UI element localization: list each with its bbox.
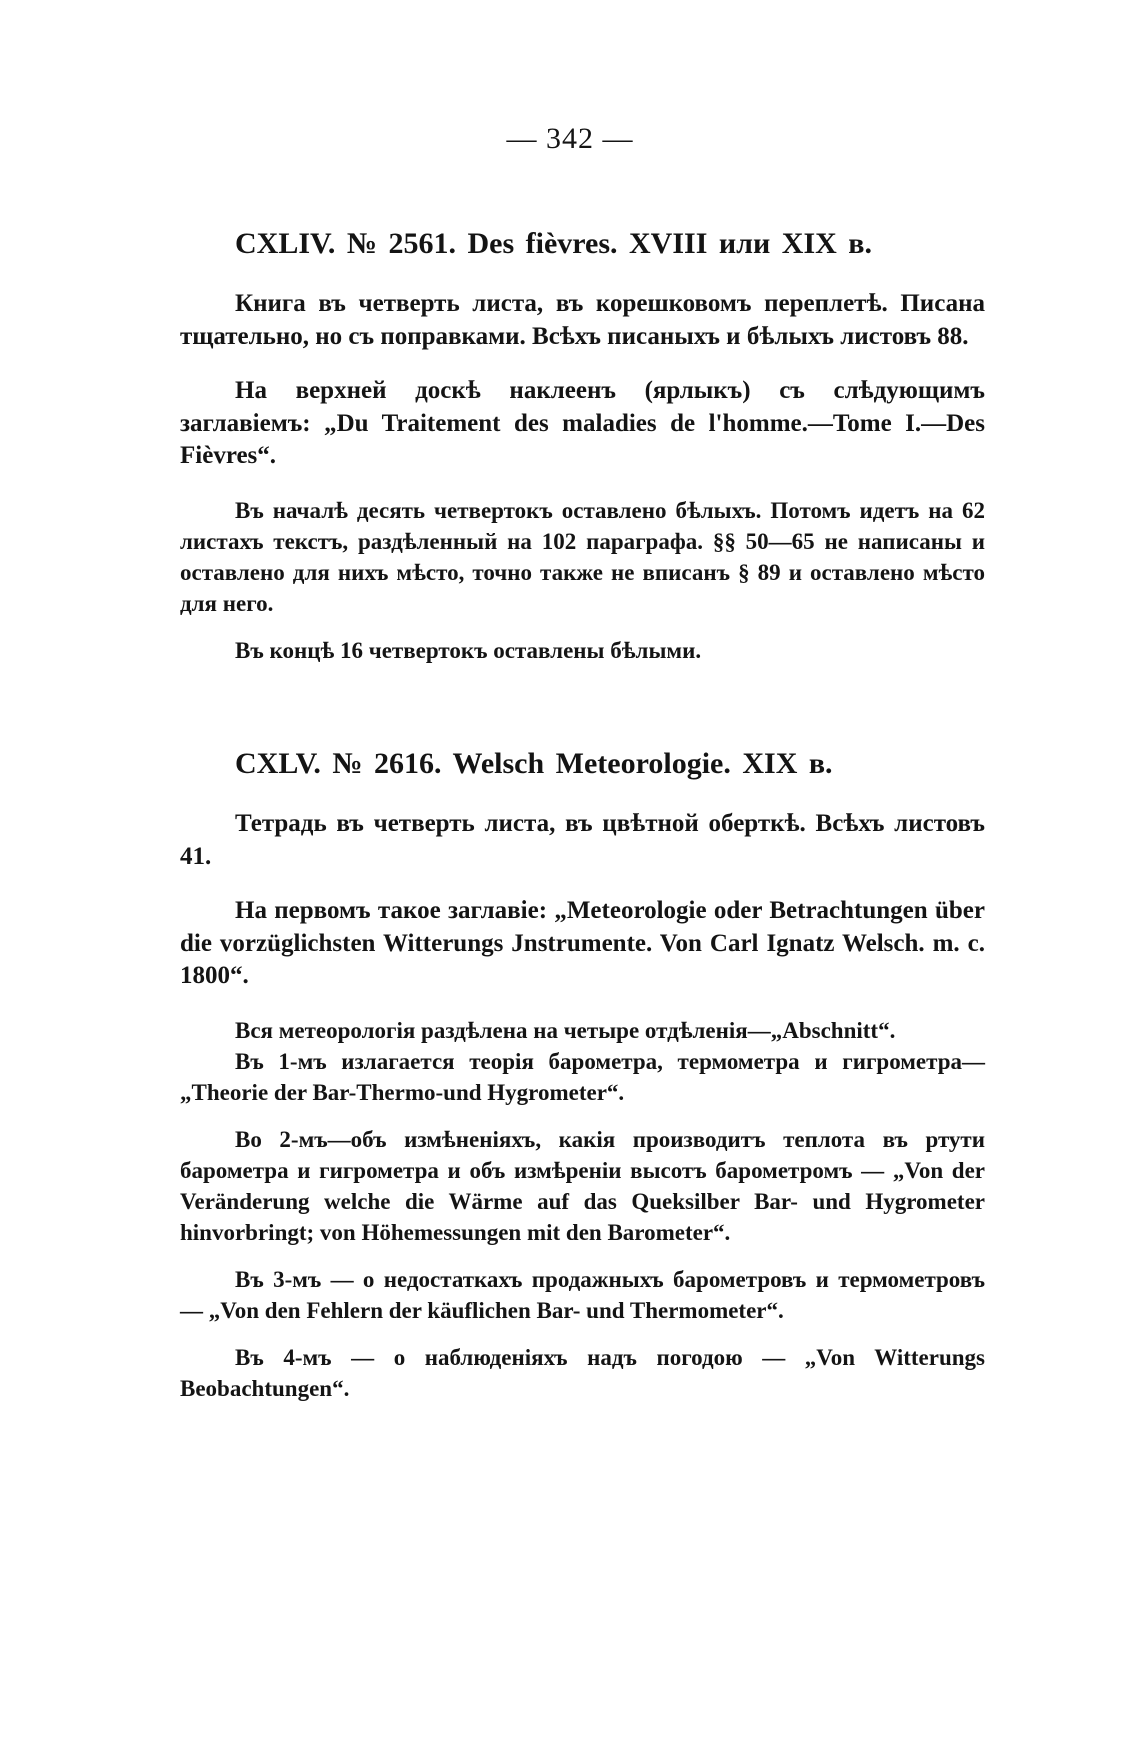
page-number: — 342 —: [506, 122, 634, 155]
entry-section-overview: Вся метеорологія раздѣлена на четыре отдѣленія—„Abschnitt“.: [235, 1017, 896, 1043]
catalog-entry-cxliv: [180, 226, 985, 666]
entry-section-4: Въ 4-мъ — о наблюденіяхъ надъ погодою — „Von Witterungs Beobachtungen“.: [180, 1344, 985, 1401]
entry-ending: Въ концѣ 16 четвертокъ оставлены бѣлыми.: [235, 637, 702, 663]
entry-contents: Въ началѣ десять четвертокъ оставлено бѣлыхъ. Потомъ идетъ на 62 листахъ текстъ, раздѣленный на 102 параграфа. §§ 50—65 не написаны и оставлено для нихъ мѣсто, точно также не вписанъ § 89 и оставлено мѣсто для него.: [180, 497, 985, 616]
entry-section-3: Въ 3-мъ — о недостаткахъ продажныхъ барометровъ и термометровъ — „Von den Fehlern der käuflichen Bar- und Thermometer“.: [180, 1266, 985, 1323]
entry-title-label: На первомъ такое заглавіе: „Meteorologie oder Betrachtungen über die vorzüglichsten Witterungs Jnstrumente. Von Carl Ignatz Welsch. m. c. 1800“.: [180, 897, 985, 989]
catalog-entry-cxlv: [180, 746, 985, 1404]
entry-heading: CXLV. № 2616. Welsch Meteorologie. XIX в.: [235, 747, 833, 780]
entry-title-label: На верхней доскѣ наклеенъ (ярлыкъ) съ слѣдующимъ заглавіемъ: „Du Traitement des maladies de l'homme.—Tome I.—Des Fièvres“.: [180, 377, 985, 469]
entry-section-1: Въ 1-мъ излагается теорія барометра, термометра и гигрометра—„Theorie der Bar-Thermo-und Hygrometer“.: [180, 1048, 985, 1105]
entry-section-2: Во 2-мъ—объ измѣненіяхъ, какія производитъ теплота въ ртути барометра и гигрометра и объ измѣреніи высотъ барометромъ — „Von der Veränderung welche die Wärme auf das Queksilber Bar- und Hygrometer hinvorbringt; von Höhemessungen mit den Barometer“.: [180, 1126, 985, 1245]
entry-heading: CXLIV. № 2561. Des fièvres. XVIII или XIX в.: [235, 227, 872, 260]
entry-description: Тетрадь въ четверть листа, въ цвѣтной оберткѣ. Всѣхъ листовъ 41.: [180, 810, 985, 870]
entry-description: Книга въ четверть листа, въ корешковомъ переплетѣ. Писана тщательно, но съ поправками. Всѣхъ писаныхъ и бѣлыхъ листовъ 88.: [180, 290, 985, 350]
